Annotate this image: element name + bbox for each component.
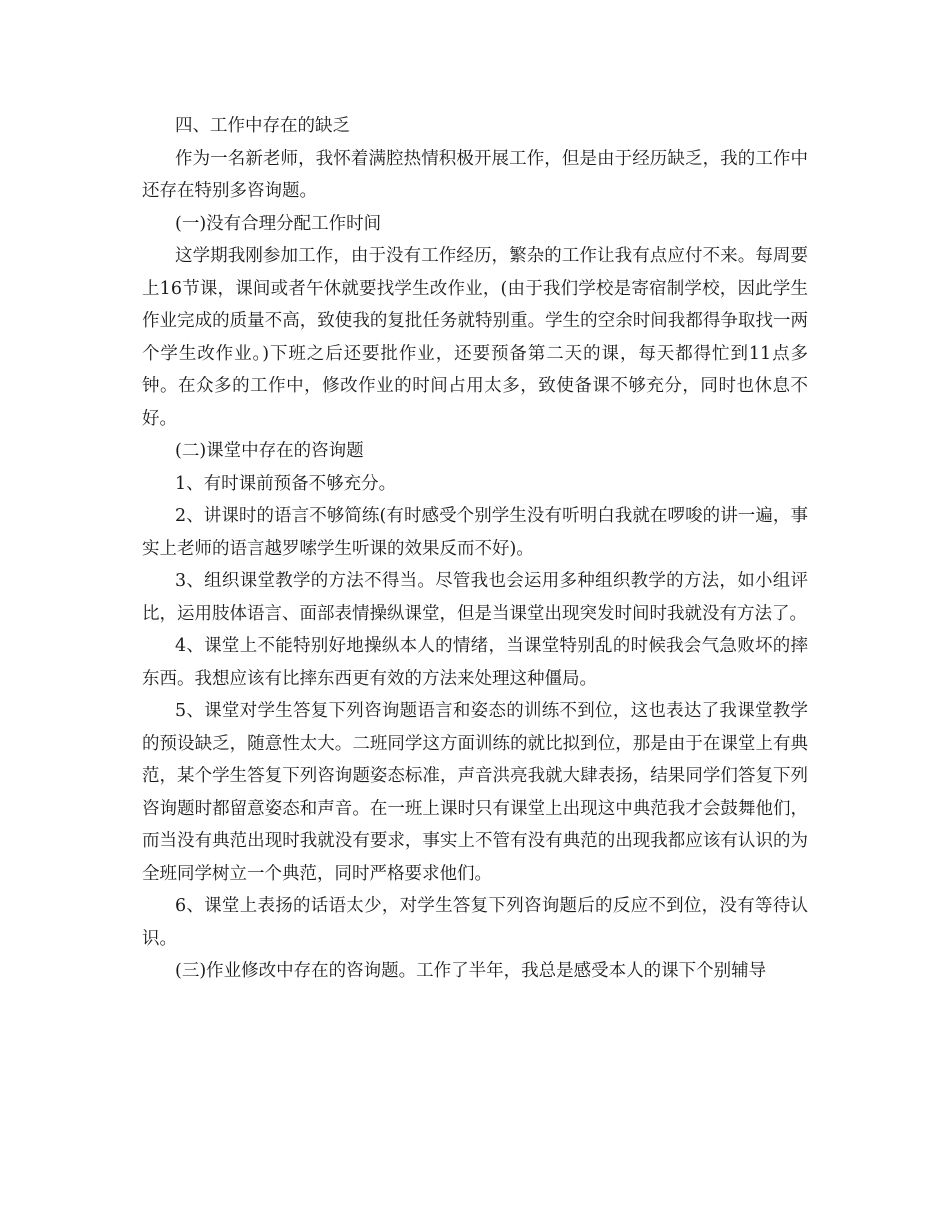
list-item: 4、课堂上不能特别好地操纵本人的情绪，当课堂特别乱的时候我会气急败坏的摔东西。我想应该有比摔东西更有效的方法来处理这种僵局。 [142, 636, 808, 689]
list-item: 5、课堂对学生答复下列咨询题语言和姿态的训练不到位，这也表达了我课堂教学的预设缺乏，随意性太大。二班同学这方面训练的就比拟到位，那是由于在课堂上有典范，某个学生答复下列咨询题姿态标准，声音洪亮我就大肆表扬，结果同学们答复下列咨询题时都留意姿态和声音。在一班上课时只有课堂上出现这中典范我才会鼓舞他们，而当没有典范出现时我就没有要求，事实上不管有没有典范的出现我都应该有认识的为全班同学树立一个典范，同时严格要求他们。 [142, 701, 808, 884]
subsection-heading: (一)没有合理分配工作时间 [175, 213, 382, 234]
list-item: 6、课堂上表扬的话语太少，对学生答复下列咨询题后的反应不到位，没有等待认识。 [142, 896, 808, 949]
list-item: 2、讲课时的语言不够简练(有时感受个别学生没有听明白我就在啰唆的讲一遍，事实上老师的语言越罗嗦学生听课的效果反而不好)。 [142, 506, 808, 559]
paragraph: 这学期我刚参加工作，由于没有工作经历，繁杂的工作让我有点应付不来。每周要上16节课，课间或者午休就要找学生改作业，(由于我们学校是寄宿制学校，因此学生作业完成的质量不高，致使我的复批任务就特别重。学生的空余时间我都得争取找一两个学生改作业。)下班之后还要批作业，还要预备第二天的课，每天都得忙到11点多钟。在众多的工作中，修改作业的时间占用太多，致使备课不够充分，同时也休息不好。 [142, 246, 808, 429]
subsection-heading: (三)作业修改中存在的咨询题。工作了半年，我总是感受本人的课下个别辅导 [175, 961, 767, 981]
list-item: 3、组织课堂教学的方法不得当。尽管我也会运用多种组织教学的方法，如小组评比，运用肢体语言、面部表情操纵课堂，但是当课堂出现突发时间时我就没有方法了。 [142, 571, 808, 624]
list-item: 1、有时课前预备不够充分。 [175, 473, 397, 494]
section-heading: 四、工作中存在的缺乏 [175, 116, 350, 136]
paragraph: 作为一名新老师，我怀着满腔热情积极开展工作，但是由于经历缺乏，我的工作中还存在特别多咨询题。 [142, 148, 808, 201]
subsection-heading: (二)课堂中存在的咨询题 [175, 441, 364, 461]
document-page [142, 110, 808, 988]
